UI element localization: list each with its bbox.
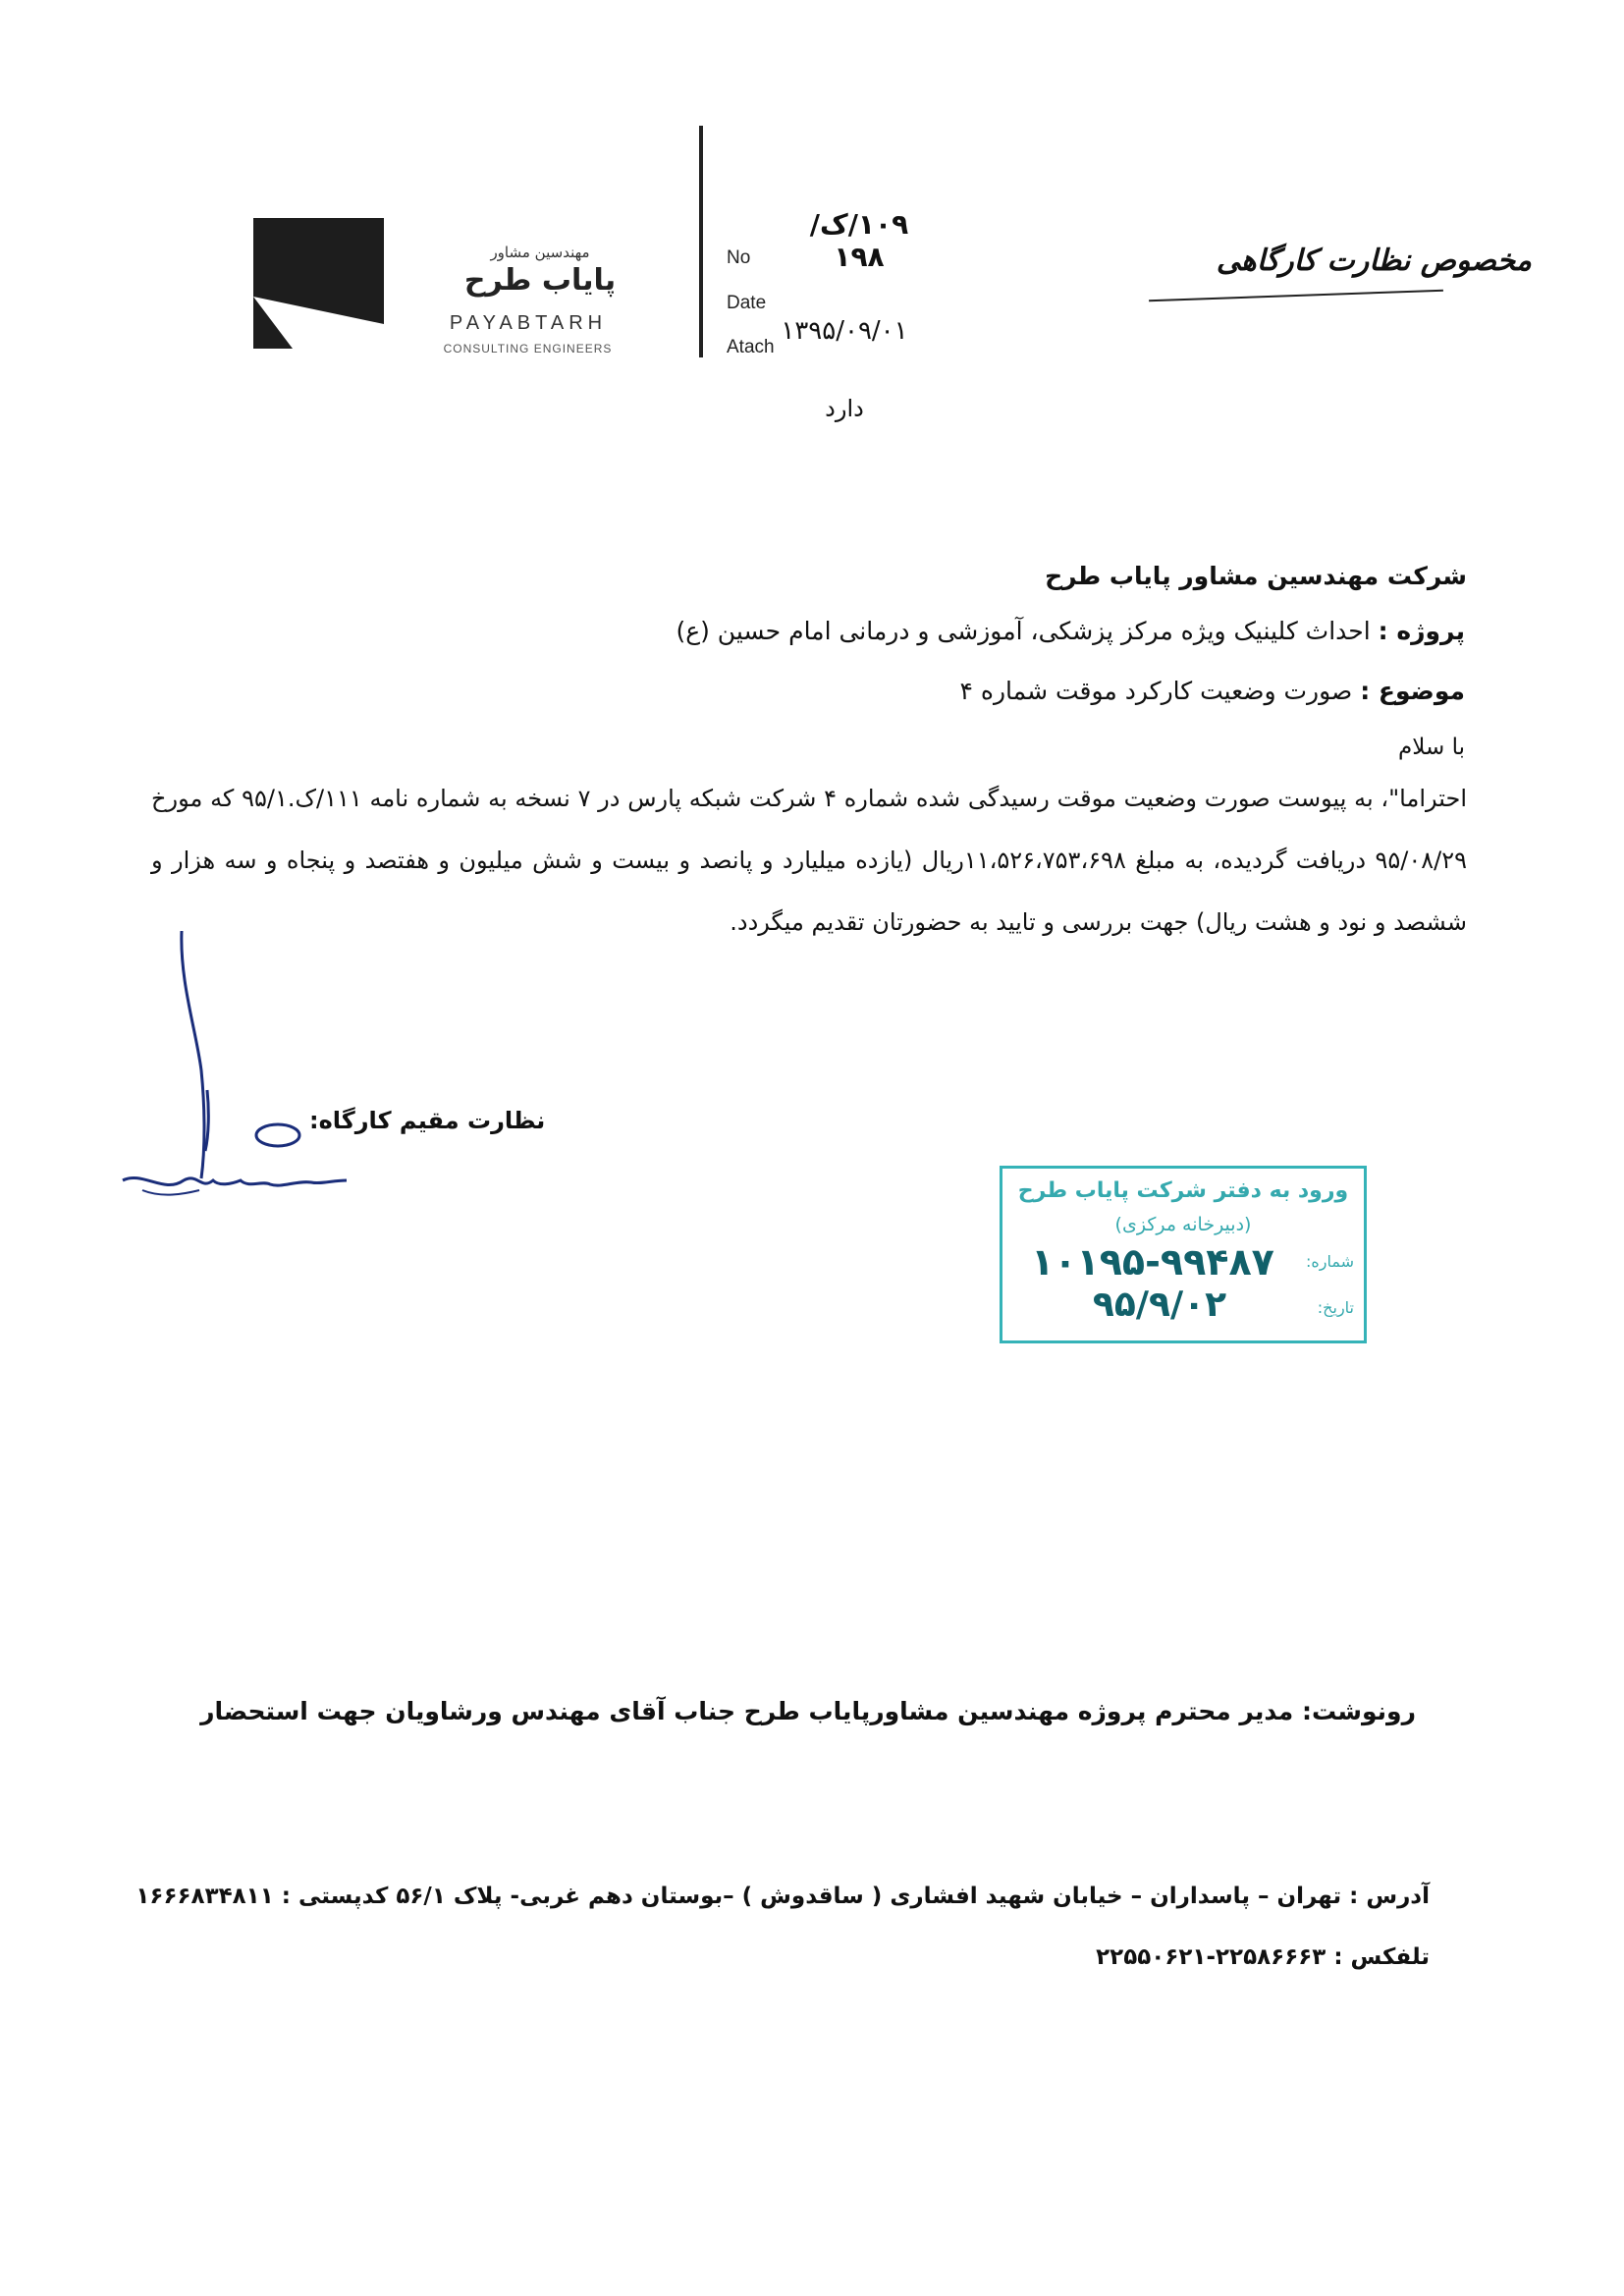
- stamp-number-label: شماره:: [1305, 1252, 1354, 1271]
- logo-subtitle-en: CONSULTING ENGINEERS: [443, 342, 613, 355]
- subject-line: [959, 677, 1465, 705]
- date-label: Date: [727, 293, 767, 313]
- stamp-number: ۱۰۱۹۵-۹۹۴۸۷: [1031, 1240, 1274, 1284]
- recipient-company: شرکت مهندسین مشاور پایاب طرح: [1045, 562, 1467, 590]
- logo-shape-icon: [253, 218, 384, 349]
- body-paragraph: احتراما"، به پیوست صورت وضعیت موقت رسیدگی شده شماره ۴ شرکت شبکه پارس در ۷ نسخه به شماره نامه ۱۱۱/ک.۹۵/۱ که مورخ ۹۵/۰۸/۲۹ دریافت گردیده، به مبلغ ۱۱،۵۲۶،۷۵۳،۶۹۸ریال (یازده میلیارد و پانصد و بیست و شش میلیون و هفتصد و پنجاه و سه هزار و ششصد و نود و هشت ریال) جهت بررسی و تایید به حضورتان تقدیم میگردد.: [151, 785, 1467, 936]
- stamp-date-label: تاریخ:: [1317, 1298, 1354, 1317]
- no-label: No: [727, 247, 751, 268]
- project-line: [676, 617, 1465, 645]
- logo-subtitle-fa: مهندسین مشاور: [490, 244, 590, 261]
- project-label: پروژه :: [1378, 617, 1465, 645]
- address-line: آدرس : تهران – پاسداران – خیابان شهید افشاری ( ساقدوش ) –بوستان دهم غربی- پلاک ۵۶/۱ کدپستی : ۱۶۶۶۸۳۴۸۱۱: [135, 1884, 1430, 1909]
- stamp-title: ورود به دفتر شرکت پایاب طرح: [1017, 1178, 1349, 1203]
- confidential-underline: [1149, 290, 1443, 301]
- signature-label: نظارت مقیم کارگاه:: [309, 1107, 546, 1134]
- carbon-copy-line: رونوشت: مدیر محترم پروژه مهندسین مشاورپایاب طرح جناب آقای مهندس ورشاویان جهت استحضار: [200, 1697, 1416, 1725]
- letter-number: ۱۰۹/ک/۱۹۸: [809, 208, 909, 273]
- confidential-note: مخصوص نظارت کارگاهی: [1216, 244, 1532, 278]
- logo-name-fa: پایاب طرح: [463, 263, 617, 298]
- attachment-label: Atach: [727, 337, 775, 357]
- attachment-value: دارد: [825, 395, 864, 422]
- letter-date: ۱۳۹۵/۰۹/۰۱: [781, 316, 908, 346]
- receipt-stamp: [1000, 1166, 1367, 1343]
- project-value: احداث کلینیک ویژه مرکز پزشکی، آموزشی و درمانی امام حسین (ع): [676, 617, 1371, 645]
- stamp-subtitle: (دبیرخانه مرکزی): [1114, 1214, 1252, 1235]
- logo-mark: [253, 218, 384, 349]
- header-divider: [699, 126, 703, 357]
- logo-name-en: PAYABTARH: [449, 312, 608, 334]
- handwritten-signature: [103, 923, 358, 1218]
- stamp-date: ۹۵/۹/۰۲: [1092, 1285, 1227, 1325]
- telfax-line: تلفکس : ۲۲۵۸۶۶۶۳-۲۲۵۵۰۶۲۱: [1096, 1944, 1430, 1970]
- greeting: با سلام: [1398, 735, 1465, 760]
- subject-label: موضوع :: [1360, 677, 1465, 705]
- subject-value: صورت وضعیت کارکرد موقت شماره ۴: [959, 677, 1353, 705]
